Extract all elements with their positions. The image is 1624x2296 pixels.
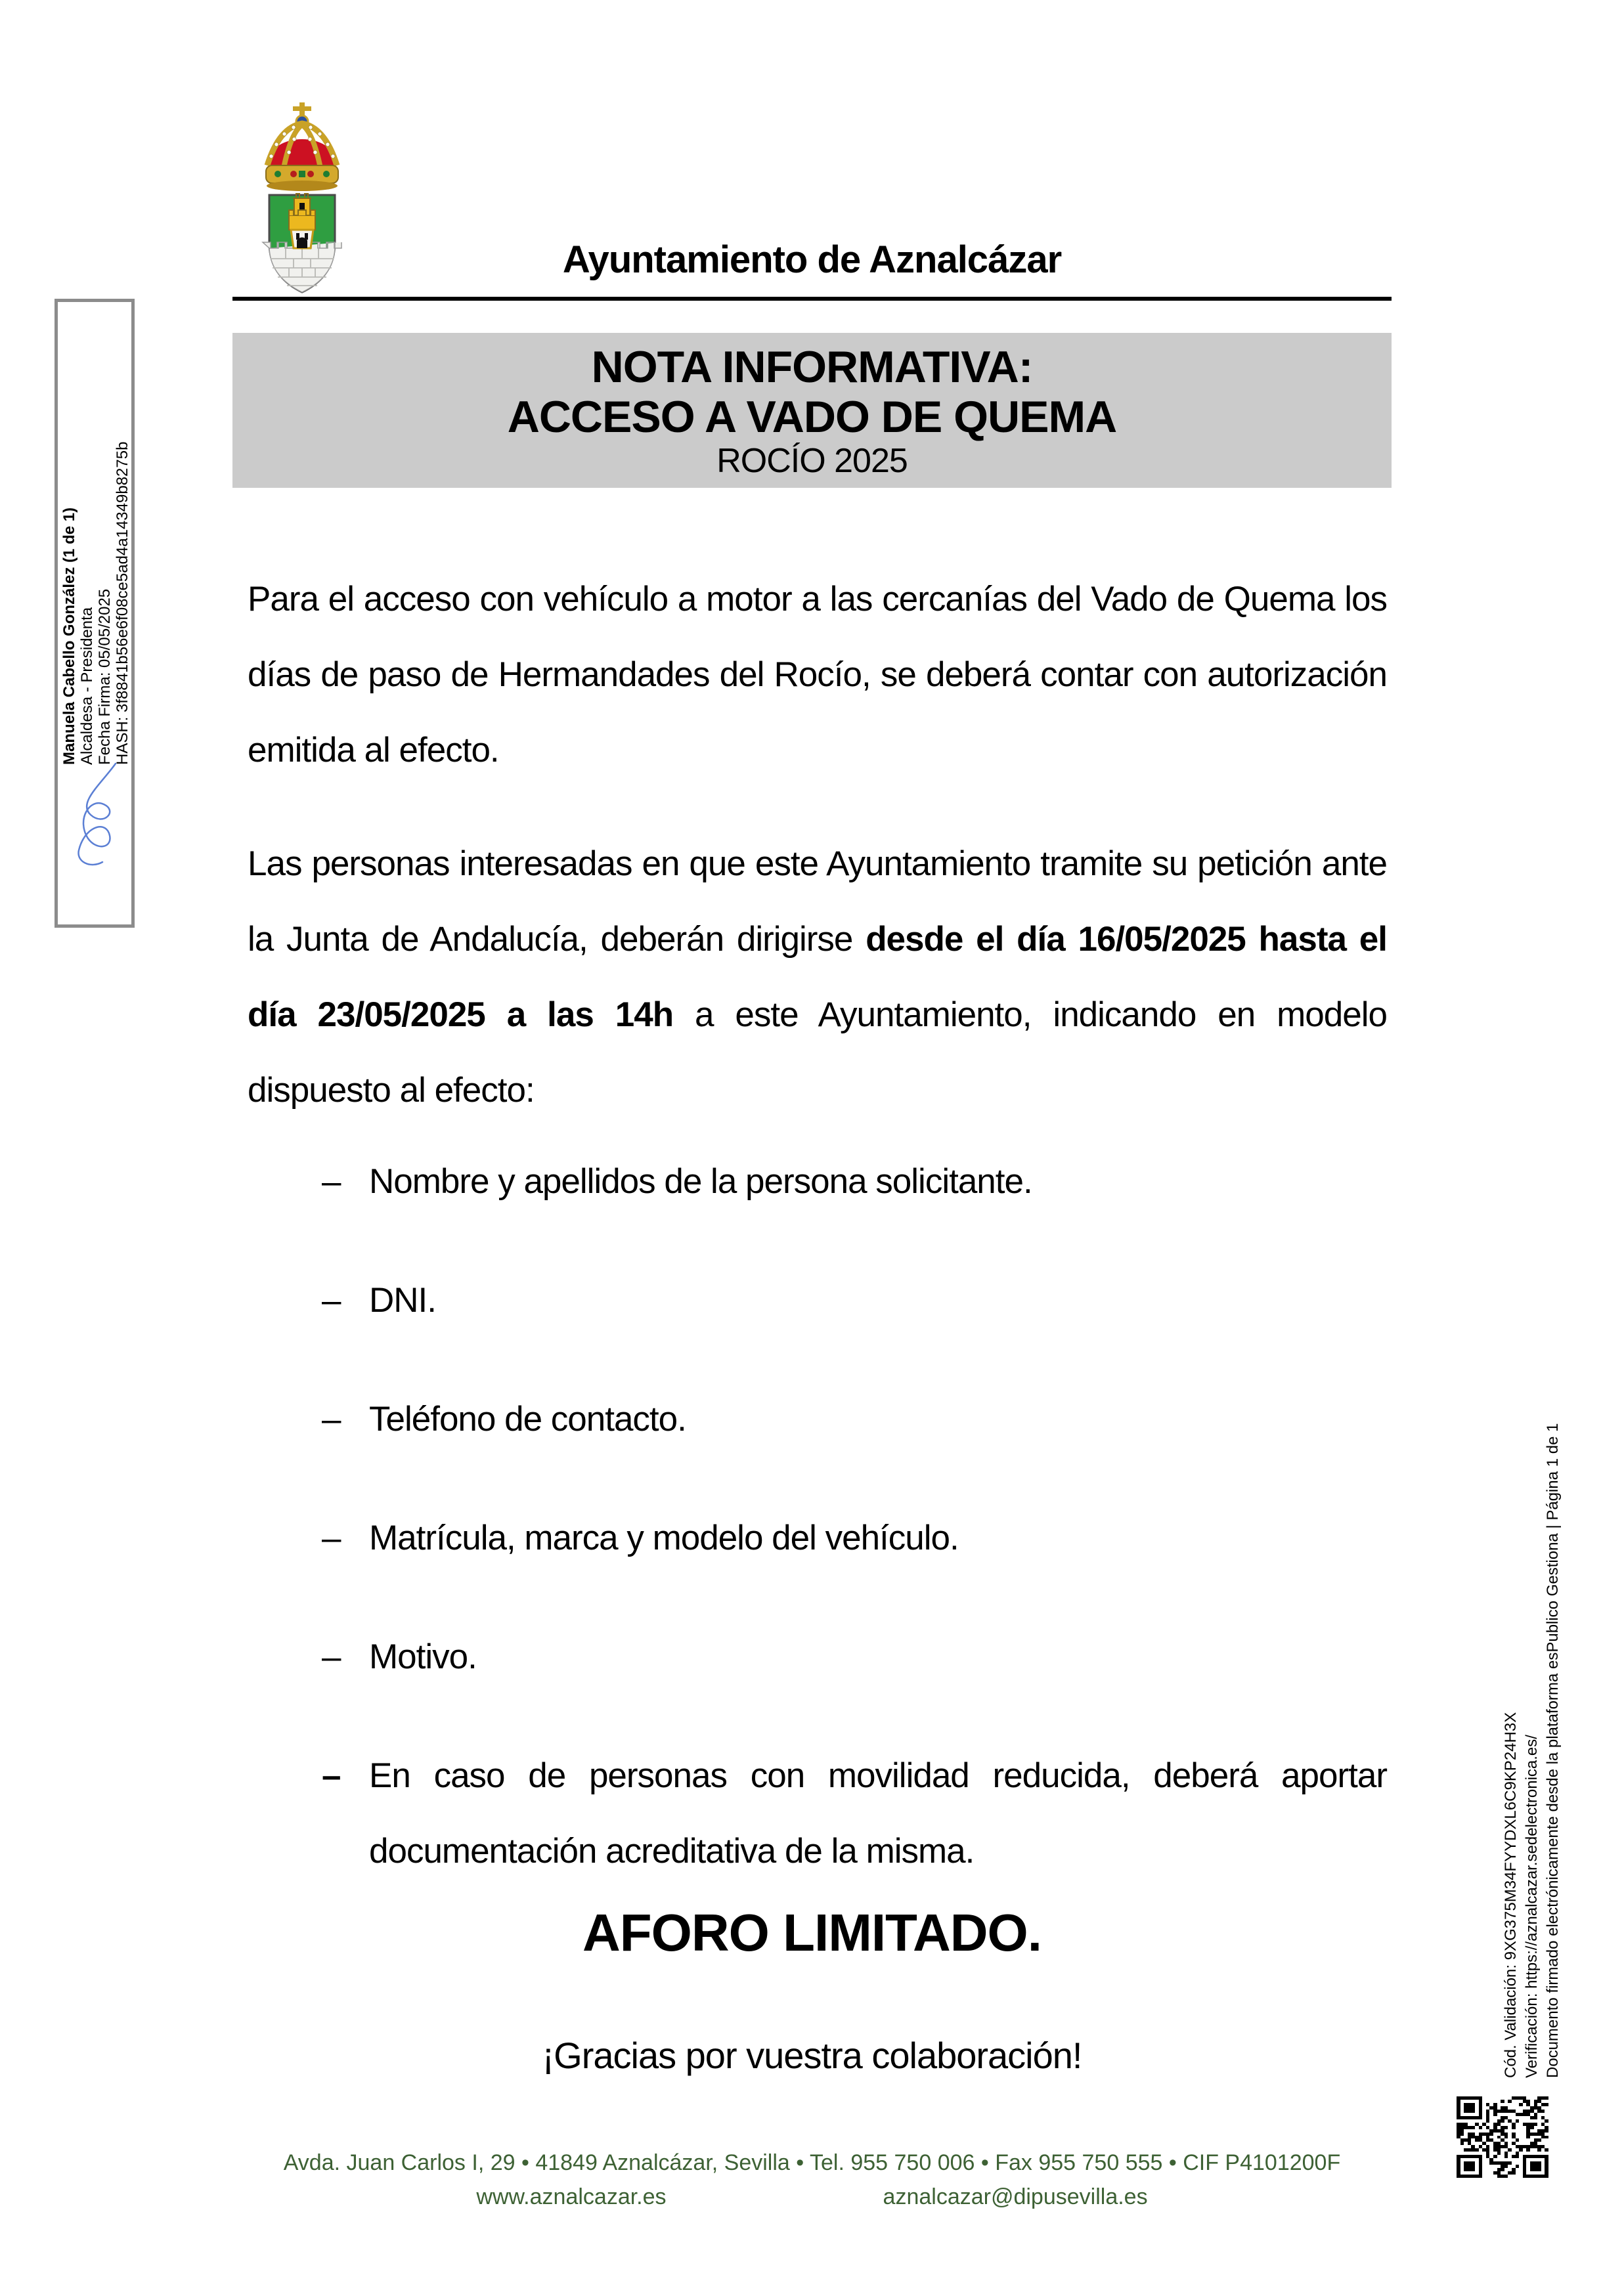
list-item-text: Motivo. (369, 1637, 477, 1676)
paragraph-deadline-dates: desde el día 16/05/2025 hasta el día 23/05/2025 a las 14h (248, 920, 1387, 1034)
signer-name: Manuela Cabello González (1 de 1) (60, 507, 78, 765)
header-divider (232, 297, 1392, 301)
list-item (322, 1500, 1387, 1576)
list-item (322, 1619, 1387, 1695)
paragraph-access: Para el acceso con vehículo a motor a las cercanías del Vado de Quema los días de paso de Hermandades del Rocío, se deberá contar con autorización emitida al efecto. (248, 580, 1387, 769)
footer (232, 2146, 1392, 2214)
royal-crown (266, 102, 338, 191)
footer-contacts-line (232, 2180, 1392, 2214)
list-item-text: En caso de personas con movilidad reducida, deberá aportar documentación acreditativa de la misma. (369, 1756, 1387, 1871)
thanks-line: ¡Gracias por vuestra colaboración! (542, 2035, 1082, 2076)
page-title: Ayuntamiento de Aznalcázar (562, 238, 1062, 281)
bullet-dash: – (322, 1400, 341, 1439)
notice-title-line2: ACCESO A VADO DE QUEMA (507, 392, 1117, 442)
platform-signature-text: Documento firmado electrónicamente desde la plataforma esPublico Gestiona | Página 1 de 1 (1544, 1423, 1562, 2078)
paragraph-deadline-pre: Las personas interesadas en que este Ayuntamiento tramite su petición ante la Junta de Andalucía, deberán dirigirse (248, 844, 1387, 959)
requirements-list (322, 1144, 1387, 1932)
bullet-dash: – (322, 1519, 341, 1557)
list-item-text: DNI. (369, 1281, 436, 1320)
notice-subtitle: ROCÍO 2025 (716, 442, 908, 480)
footer-email: aznalcazar@dipusevilla.es (883, 2184, 1148, 2209)
paragraph-deadline-post: a este Ayuntamiento, indicando en modelo dispuesto al efecto: (248, 995, 1387, 1110)
list-item (322, 1738, 1387, 1889)
notice-title-line1: NOTA INFORMATIVA: (591, 342, 1033, 392)
qr-grid (1457, 2096, 1548, 2178)
notice-title-box (232, 333, 1392, 488)
footer-address-line: Avda. Juan Carlos I, 29 • 41849 Aznalcázar, Sevilla • Tel. 955 750 006 • Fax 955 750 555 • CIF P4101200F (283, 2150, 1341, 2175)
list-item (322, 1381, 1387, 1457)
signature-hash: HASH: 3f8841b56e6f08ce5ad4a14349b8275b (114, 441, 131, 765)
verification-url-text: Verificación: https://aznalcazar.sedelectronica.es/ (1523, 1735, 1541, 2078)
signature-date: Fecha Firma: 05/05/2025 (96, 588, 114, 765)
list-item-text: Matrícula, marca y modelo del vehículo. (369, 1519, 959, 1557)
bullet-dash: – (322, 1162, 341, 1201)
validation-code-text: Cód. Validación: 9XG375M34FYYDXL6C9KP24H3X (1502, 1712, 1520, 2078)
bullet-dash: – (322, 1637, 341, 1676)
signer-role: Alcaldesa - Presidenta (78, 607, 96, 765)
digital-signature-text (60, 441, 131, 765)
handwritten-signature-icon (64, 752, 130, 883)
list-item (322, 1263, 1387, 1338)
list-item (322, 1144, 1387, 1219)
aforo-limitado-heading: AFORO LIMITADO. (582, 1903, 1042, 1962)
list-item-text: Nombre y apellidos de la persona solicitante. (369, 1162, 1032, 1201)
qr-code-icon (1457, 2096, 1548, 2178)
footer-website: www.aznalcazar.es (476, 2184, 667, 2209)
list-item-text: Teléfono de contacto. (369, 1400, 686, 1439)
bullet-dash: – (322, 1756, 341, 1795)
bullet-dash: – (322, 1281, 341, 1320)
paragraph-deadline (248, 826, 1387, 1128)
